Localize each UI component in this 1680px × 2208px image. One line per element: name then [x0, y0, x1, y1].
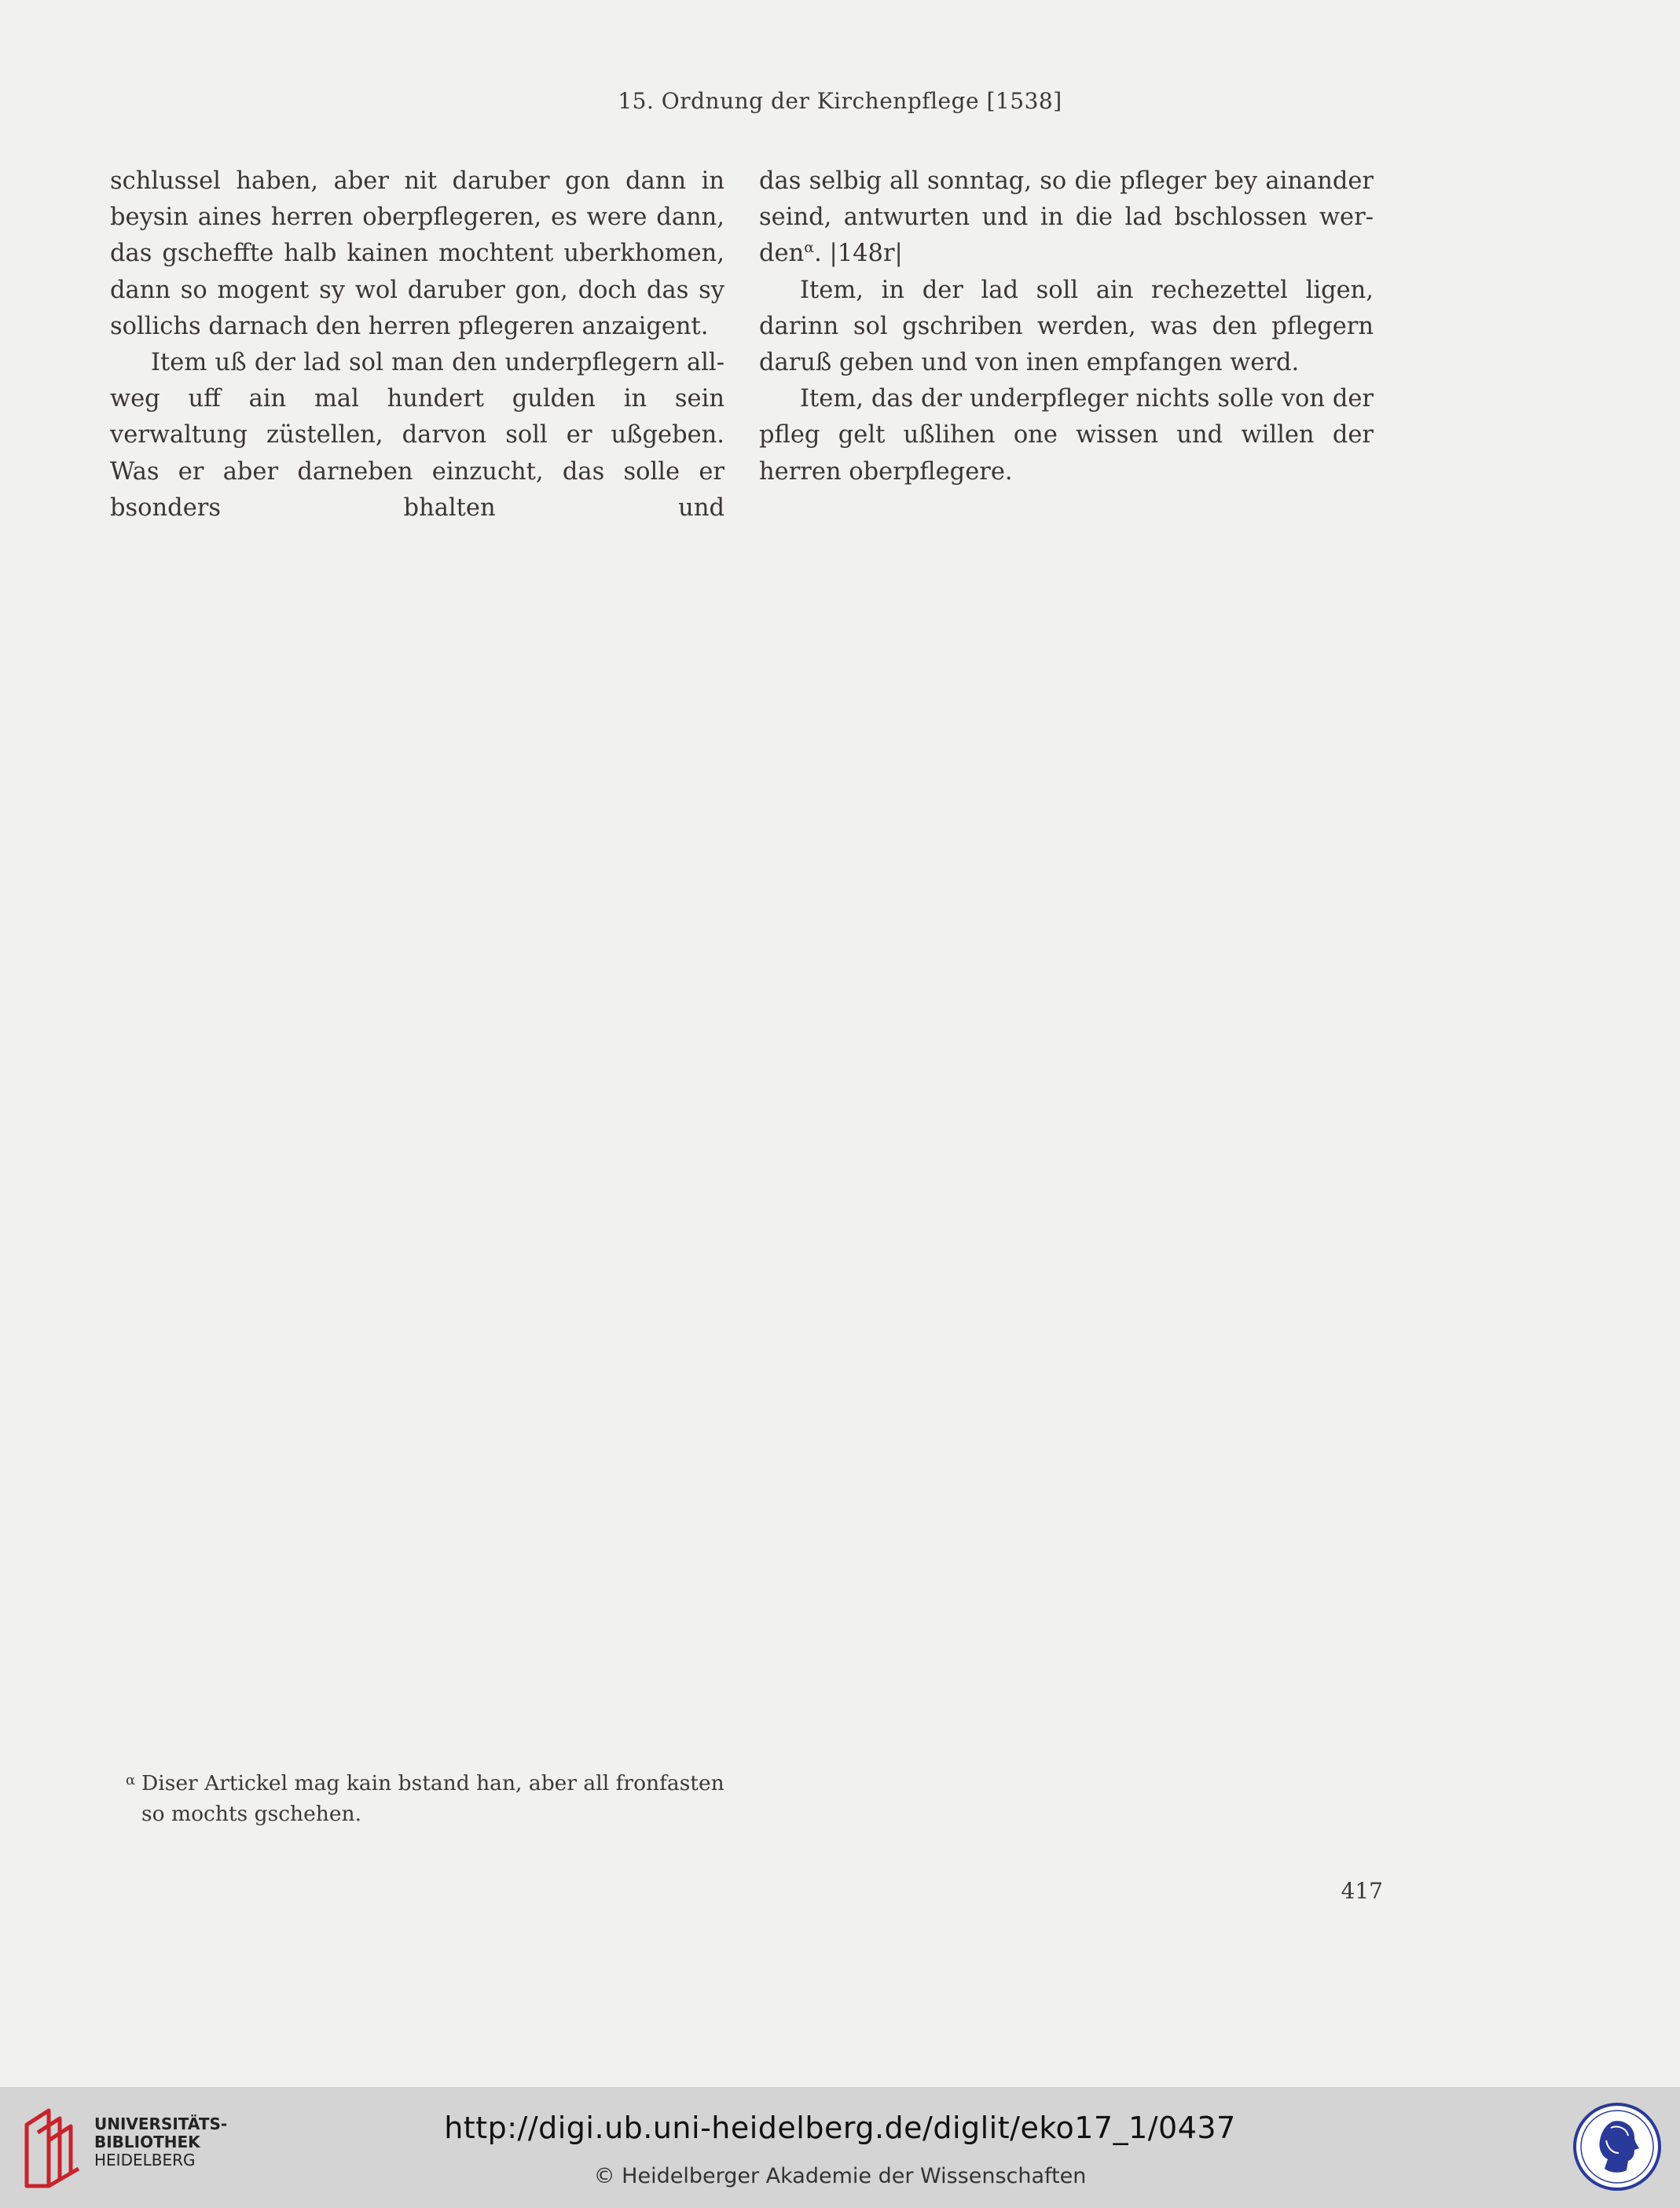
right-paragraph-2: Item, in der lad soll ain rechezettel ligen, darinn sol gschriben werden, was den pflegern daruß geben und von inen empfangen werd.: [759, 276, 1374, 377]
copyright-notice: © Heidelberger Akademie der Wissenschaften: [593, 2164, 1087, 2188]
library-line-3: HEIDELBERG: [94, 2151, 196, 2169]
permalink-url[interactable]: http://digi.ub.uni-heidelberg.de/diglit/eko17_1/0437: [444, 2111, 1236, 2145]
footnote-mark: α: [126, 1772, 136, 1788]
left-paragraph-1: schlussel haben, aber nit daruber gon dann in beysin aines herren oberpflegeren, es were dann, das gscheffte halb kainen mochtent uberkhomen, dann so mogent sy wol daruber gon, doch das sy sollichs darnach den herren pflegeren anzaigent.: [110, 167, 724, 340]
library-line-2: BIBLIOTHEK: [94, 2133, 200, 2151]
left-paragraph-2: Item uß der lad sol man den underpflegern allweg uff ain mal hundert gulden in sein verwaltung züstellen, darvon soll er ußgeben. Was er aber darneben einzucht, das solle er bsonders bhalten und: [110, 349, 724, 522]
left-column: [110, 163, 724, 526]
academy-seal-icon[interactable]: [1572, 2101, 1663, 2192]
right-paragraph-3: Item, das der underpfleger nichts solle von der pfleg gelt ußlihen one wissen und willen der herren oberpflegere.: [759, 385, 1374, 486]
library-line-1: UNIVERSITÄTS-: [94, 2114, 228, 2133]
right-paragraph-1: [759, 163, 1374, 273]
page-number: 417: [1341, 1878, 1383, 1904]
footnote-reference[interactable]: α: [804, 239, 815, 257]
folio-marker: . |148r|: [814, 240, 903, 268]
footer-bar: [0, 2087, 1680, 2208]
right-paragraph-1-text: das selbig all sonntag, so die pfleger bey ainander seind, antwurten und in die lad bschlossen werden: [759, 167, 1374, 268]
page-header: 15. Ordnung der Kirchenpflege [1538]: [618, 88, 1062, 114]
footnote-text: Diser Artickel mag kain bstand han, aber all fronfasten so mochts gschehen.: [141, 1771, 724, 1826]
right-column: [759, 163, 1374, 490]
footnote: [126, 1768, 739, 1829]
